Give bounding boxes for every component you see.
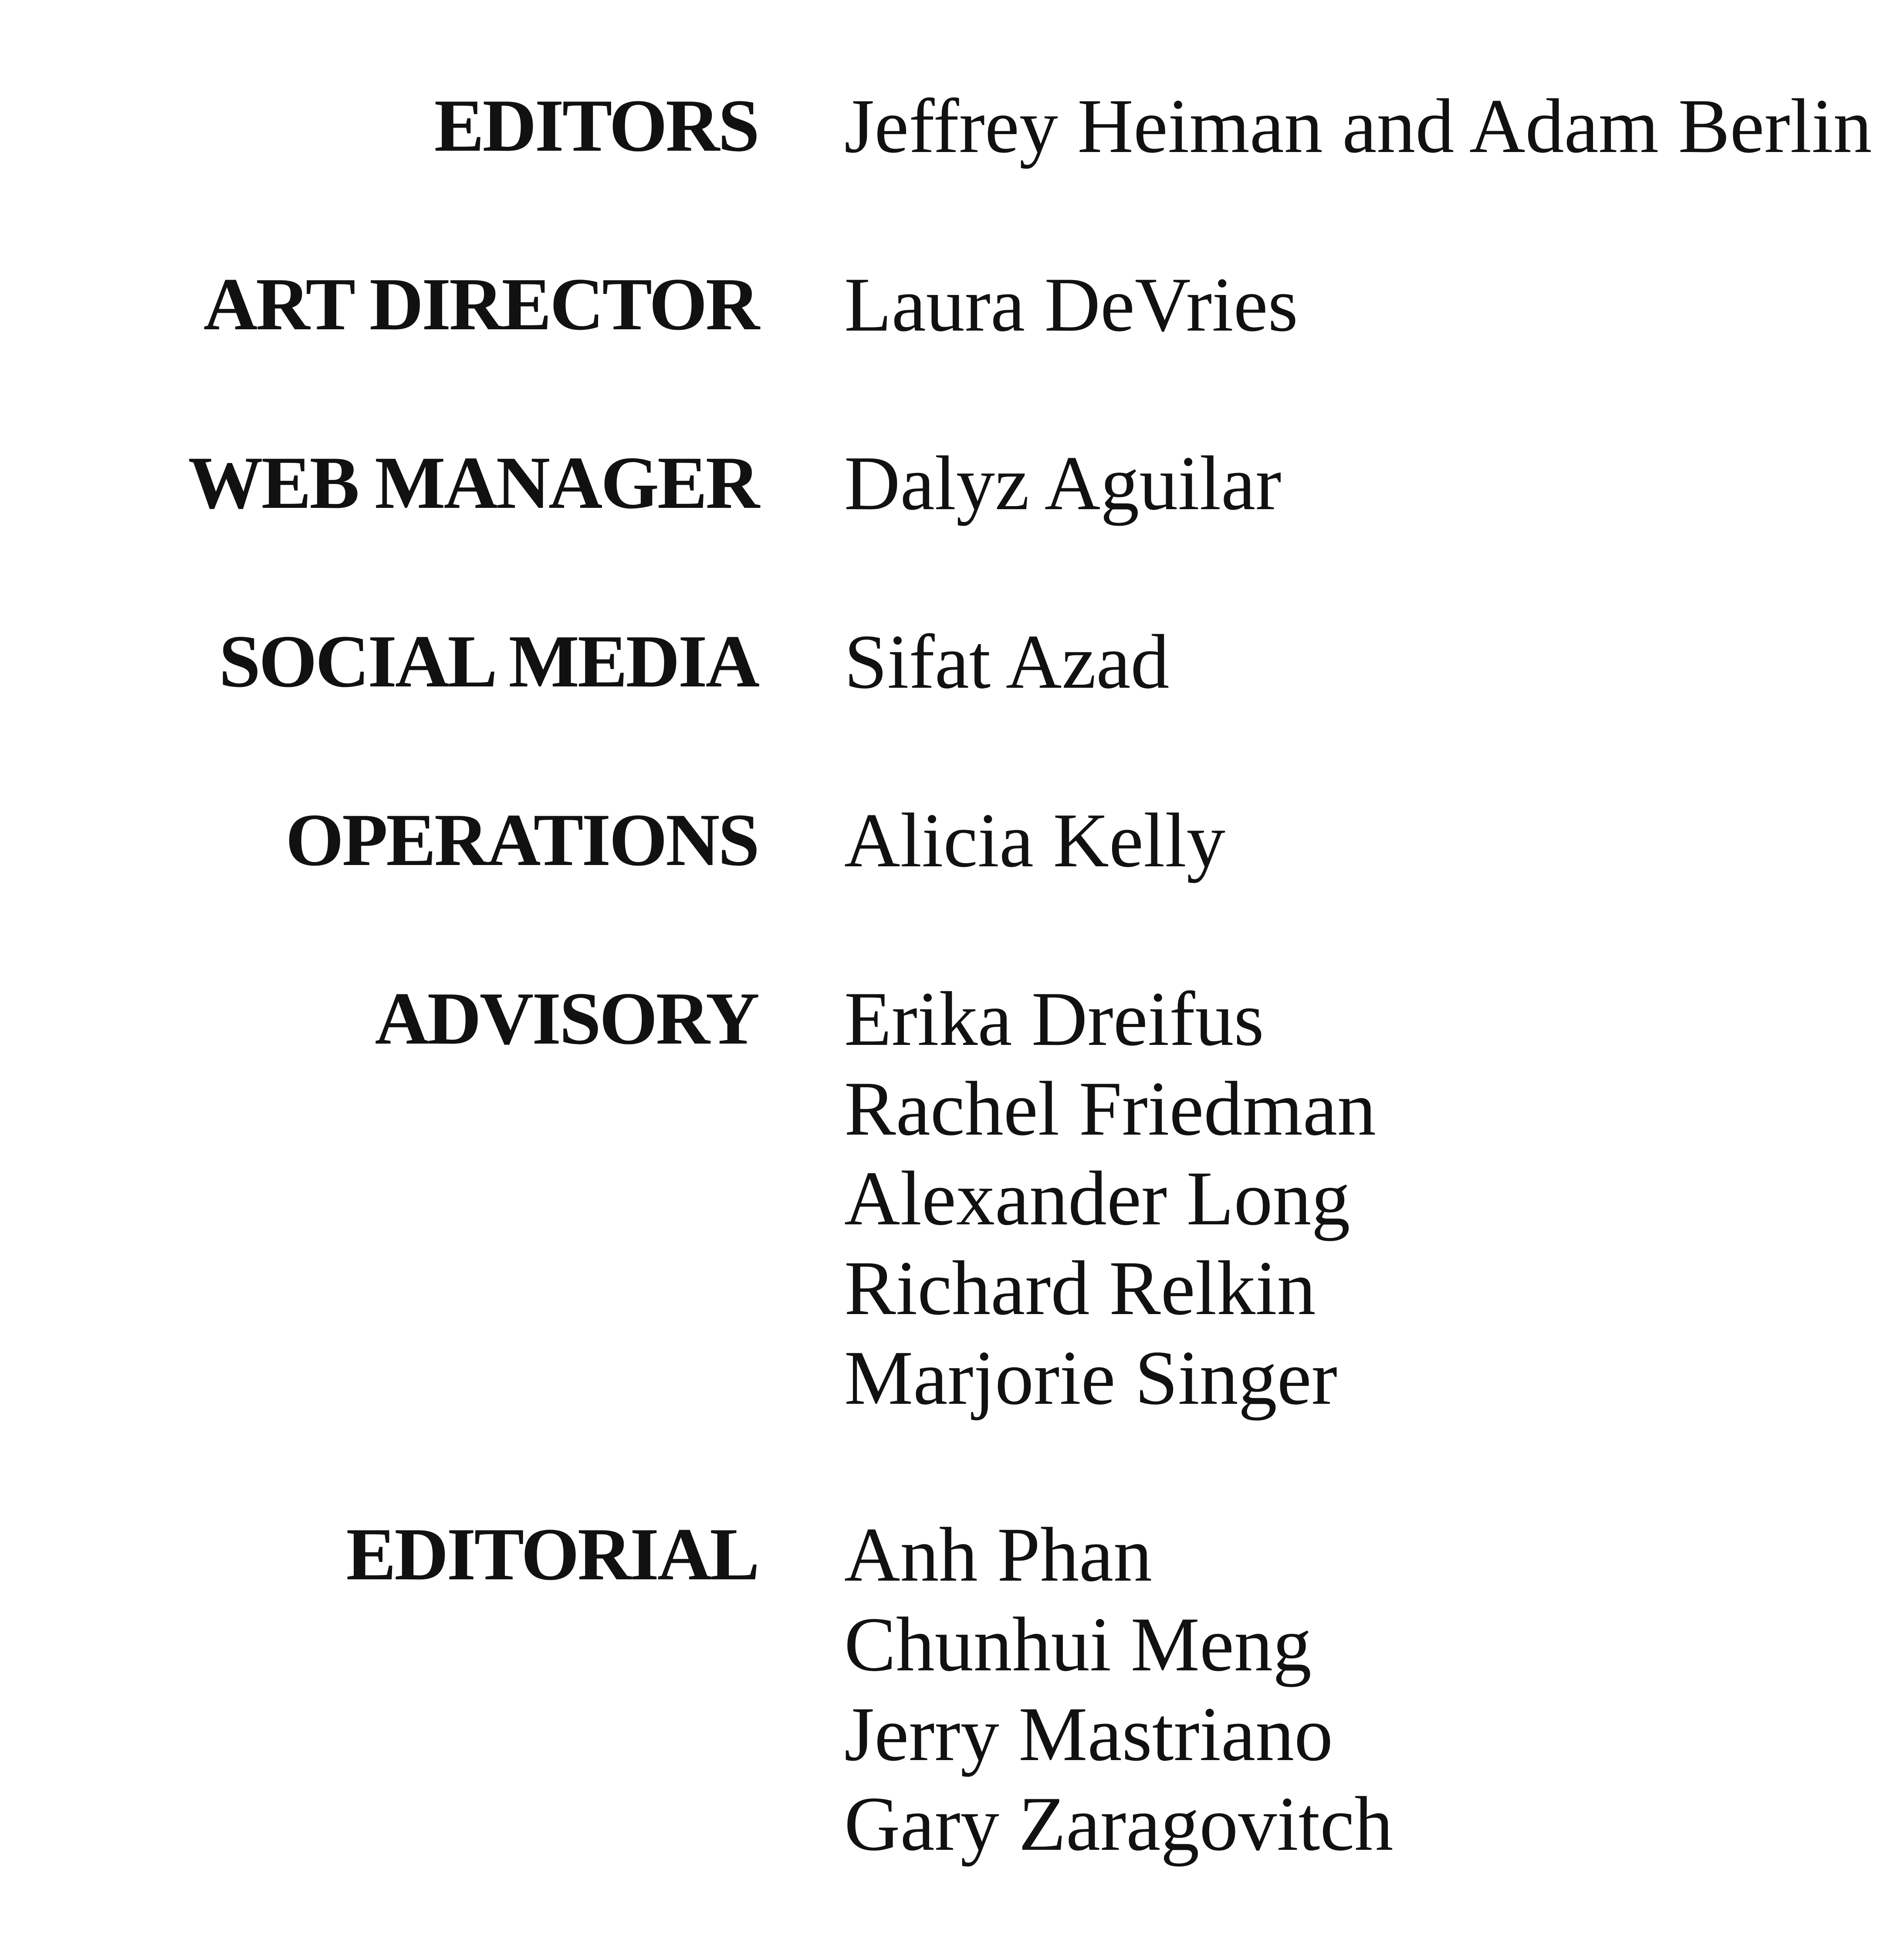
person-name: Erika Dreifus	[844, 976, 1264, 1062]
person-name: Anh Phan	[844, 1511, 1153, 1598]
role-label: OPERATIONS	[285, 799, 758, 882]
names-list	[844, 617, 1872, 706]
names-list	[844, 260, 1872, 349]
names-list	[844, 974, 1872, 1423]
names-list	[844, 438, 1872, 528]
person-name: Jeffrey Heiman and Adam Berlin	[844, 83, 1872, 169]
role-label: EDITORS	[434, 84, 758, 167]
names-list	[844, 1510, 1872, 1869]
role-label: ART DIRECTOR	[203, 263, 758, 346]
role-label: ADVISORY	[375, 977, 758, 1060]
names-list	[844, 81, 1872, 171]
person-name: Alicia Kelly	[844, 797, 1225, 883]
person-name: Chunhui Meng	[844, 1601, 1312, 1687]
names-list	[844, 795, 1872, 885]
person-name: Marjorie Singer	[844, 1335, 1337, 1421]
role-label: SOCIAL MEDIA	[219, 620, 758, 703]
role-label: EDITORIAL	[346, 1513, 758, 1596]
person-name: Dalyz Aguilar	[844, 440, 1282, 526]
person-name: Richard Relkin	[844, 1245, 1316, 1331]
person-name: Sifat Azad	[844, 618, 1170, 705]
person-name: Jerry Mastriano	[844, 1691, 1333, 1777]
person-name: Alexander Long	[844, 1155, 1350, 1241]
person-name: Laura DeVries	[844, 261, 1298, 348]
role-label: WEB MANAGER	[188, 442, 758, 524]
person-name: Rachel Friedman	[844, 1065, 1376, 1152]
person-name: Gary Zaragovitch	[844, 1781, 1393, 1867]
